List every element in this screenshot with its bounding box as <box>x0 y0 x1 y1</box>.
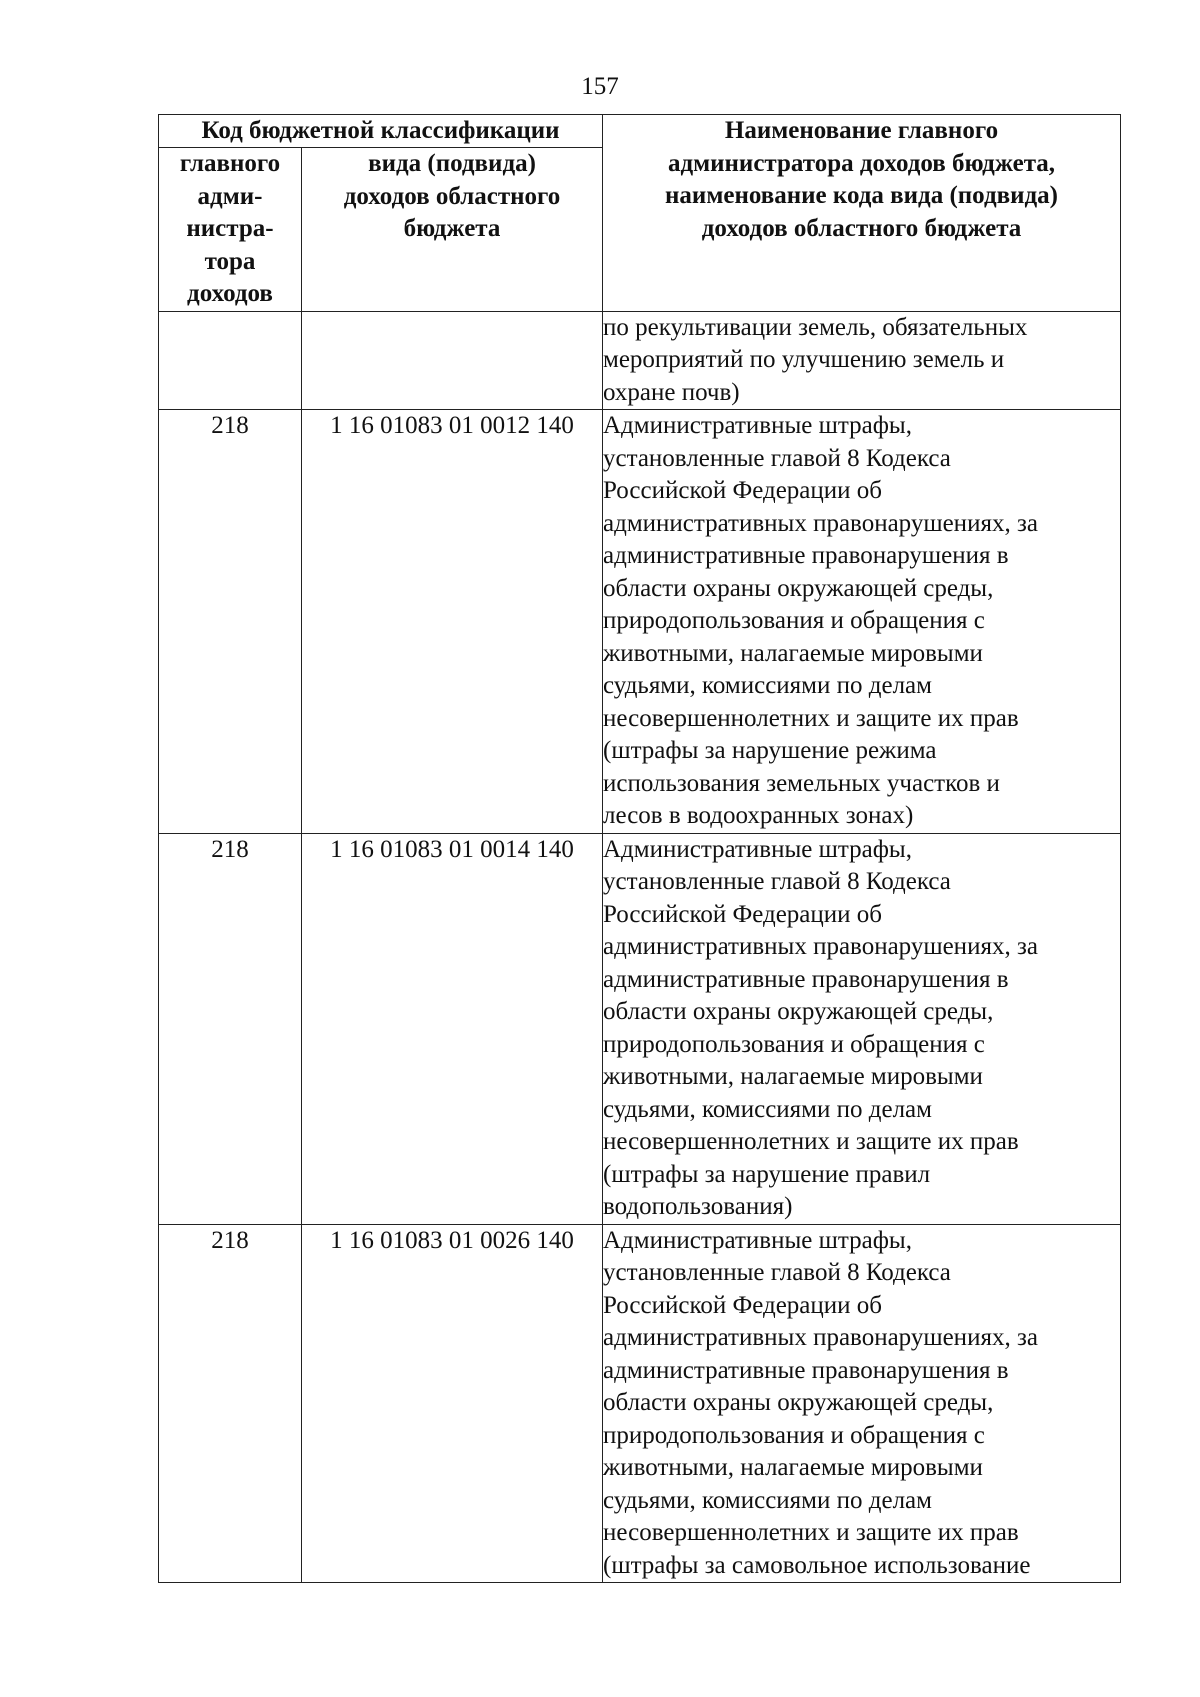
name-line: животными, налагаемые мировыми <box>603 1063 983 1090</box>
cell-income-code: 1 16 01083 01 0026 140 <box>302 1224 603 1583</box>
header-line: наименование кода вида (подвида) <box>665 182 1058 209</box>
name-line: охране почв) <box>603 378 740 406</box>
name-line: природопользования и обращения с <box>603 1030 985 1058</box>
cell-income-code: 1 16 01083 01 0014 140 <box>302 833 603 1224</box>
header-line: главного <box>179 150 281 177</box>
name-line: судьями, комиссиями по делам <box>603 1095 932 1123</box>
name-line: по рекультивации земель, обязательных <box>603 313 1028 341</box>
header-row-group <box>159 115 1121 148</box>
name-line: административные правонарушения в <box>603 965 1009 993</box>
name-line: Административные штрафы, <box>603 835 912 863</box>
name-line: природопользования и обращения с <box>603 1421 985 1449</box>
name-line: животными, налагаемые мировыми <box>603 1454 983 1481</box>
header-line: тора <box>204 247 256 275</box>
name-line: Российской Федерации об <box>603 900 882 928</box>
page-number: 157 <box>581 73 619 100</box>
cell-income-name <box>603 410 1121 834</box>
cell-admin-code: 218 <box>159 1224 302 1583</box>
header-line: нистра- <box>186 215 274 242</box>
name-line: установленные главой 8 Кодекса <box>603 868 951 895</box>
name-line: мероприятий по улучшению земель и <box>603 346 1005 373</box>
cell-admin-code: 218 <box>159 410 302 834</box>
name-line: несовершеннолетних и защите их прав <box>603 1519 1019 1546</box>
name-line: административных правонарушениях, за <box>603 509 1038 537</box>
header-col-code <box>302 148 603 312</box>
name-line: (штрафы за нарушение режима <box>603 737 937 764</box>
name-line: Российской Федерации об <box>603 477 882 504</box>
name-line: административные правонарушения в <box>603 542 1009 569</box>
name-line: (штрафы за самовольное использование <box>603 1551 1031 1579</box>
name-line: водопользования) <box>603 1193 793 1220</box>
cell-income-name <box>603 833 1121 1224</box>
name-line: области охраны окружающей среды, <box>603 1389 994 1416</box>
name-line: (штрафы за нарушение правил <box>603 1160 931 1188</box>
name-line: административных правонарушениях, за <box>603 1324 1038 1351</box>
header-line: администратора доходов бюджета, <box>667 149 1056 177</box>
cell-admin-code: 218 <box>159 833 302 1224</box>
header-line: доходов областного <box>343 182 561 210</box>
name-line: Российской Федерации об <box>603 1291 882 1319</box>
name-line: области охраны окружающей среды, <box>603 998 994 1025</box>
name-line: животными, налагаемые мировыми <box>603 639 983 667</box>
name-line: несовершеннолетних и защите их прав <box>603 1128 1019 1155</box>
cell-income-code: 1 16 01083 01 0012 140 <box>302 410 603 834</box>
header-line: вида (подвида) <box>368 150 536 177</box>
table-row <box>159 410 1121 834</box>
cell-income-name <box>603 1224 1121 1583</box>
header-col-admin <box>159 148 302 312</box>
name-line: области охраны окружающей среды, <box>603 574 994 602</box>
name-line: судьями, комиссиями по делам <box>603 1486 932 1514</box>
table-row <box>159 833 1121 1224</box>
name-line: административных правонарушениях, за <box>603 933 1038 960</box>
cell-income-name <box>603 311 1121 410</box>
name-line: Административные штрафы, <box>603 412 912 439</box>
table-row <box>159 311 1121 410</box>
header-line: Наименование главного <box>724 117 999 144</box>
header-col-name <box>603 115 1121 312</box>
name-line: использования земельных участков и <box>603 769 1000 797</box>
table-body <box>159 311 1121 1583</box>
cell-admin-code <box>159 311 302 410</box>
name-line: природопользования и обращения с <box>603 607 985 634</box>
cell-income-code <box>302 311 603 410</box>
header-line: бюджета <box>403 215 501 242</box>
name-line: несовершеннолетних и защите их прав <box>603 704 1019 732</box>
header-line: доходов <box>187 280 273 307</box>
table-row <box>159 1224 1121 1583</box>
name-line: установленные главой 8 Кодекса <box>603 1259 951 1286</box>
name-line: установленные главой 8 Кодекса <box>603 444 951 472</box>
header-line: адми- <box>197 182 263 210</box>
budget-classification-table <box>158 114 1121 1583</box>
name-line: административные правонарушения в <box>603 1356 1009 1384</box>
name-line: судьями, комиссиями по делам <box>603 672 932 699</box>
name-line: Административные штрафы, <box>603 1226 912 1254</box>
header-line: доходов областного бюджета <box>701 214 1022 242</box>
header-group-title: Код бюджетной классификации <box>159 115 603 148</box>
name-line: лесов в водоохранных зонах) <box>603 802 914 829</box>
